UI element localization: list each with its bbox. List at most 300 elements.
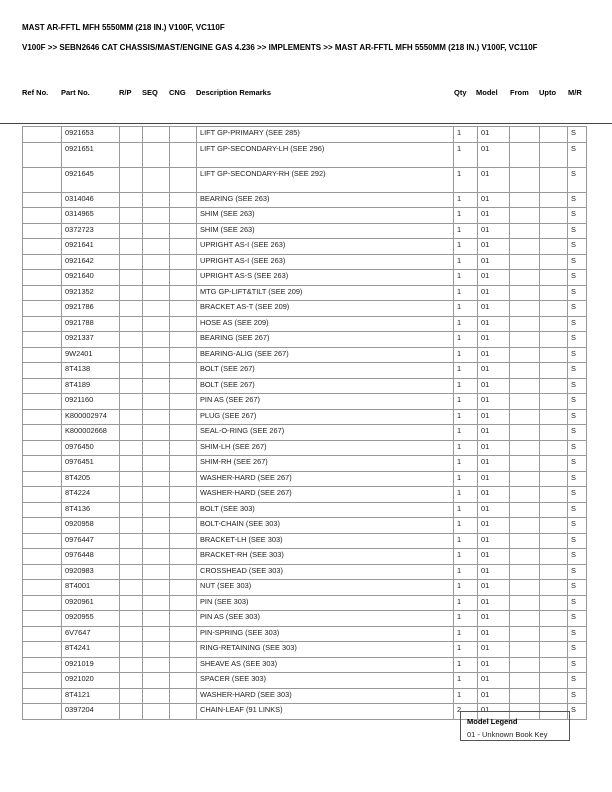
cell-rp	[120, 363, 143, 379]
cell-mr: S	[568, 626, 587, 642]
parts-table	[22, 126, 587, 720]
legend-title: Model Legend	[467, 717, 518, 726]
table-row	[23, 127, 587, 143]
cell-qty: 1	[454, 316, 478, 332]
cell-model: 01	[478, 332, 510, 348]
cell-upto	[540, 332, 568, 348]
cell-part: 0921020	[62, 673, 120, 689]
cell-upto	[540, 316, 568, 332]
cell-qty: 2	[454, 704, 478, 720]
cell-ref	[23, 502, 62, 518]
table-row	[23, 611, 587, 627]
cell-mr: S	[568, 208, 587, 224]
cell-seq	[143, 688, 170, 704]
table-row	[23, 347, 587, 363]
cell-rp	[120, 142, 143, 167]
cell-cng	[170, 440, 197, 456]
table-row	[23, 533, 587, 549]
cell-rp	[120, 657, 143, 673]
cell-part: 8T4189	[62, 378, 120, 394]
cell-cng	[170, 456, 197, 472]
cell-part: 8T4205	[62, 471, 120, 487]
table-row	[23, 363, 587, 379]
cell-part: 0921788	[62, 316, 120, 332]
cell-model: 01	[478, 626, 510, 642]
cell-cng	[170, 425, 197, 441]
cell-rp	[120, 564, 143, 580]
cell-part: 0920961	[62, 595, 120, 611]
cell-from	[510, 595, 540, 611]
cell-upto	[540, 673, 568, 689]
cell-from	[510, 347, 540, 363]
table-row	[23, 254, 587, 270]
table-row	[23, 673, 587, 689]
table-row	[23, 487, 587, 503]
cell-qty: 1	[454, 487, 478, 503]
cell-model: 01	[478, 440, 510, 456]
cell-desc: CROSSHEAD (SEE 303)	[197, 564, 454, 580]
cell-cng	[170, 673, 197, 689]
cell-qty: 1	[454, 456, 478, 472]
cell-rp	[120, 642, 143, 658]
table-row	[23, 409, 587, 425]
cell-seq	[143, 285, 170, 301]
cell-qty: 1	[454, 394, 478, 410]
cell-from	[510, 611, 540, 627]
cell-seq	[143, 192, 170, 208]
cell-qty: 1	[454, 642, 478, 658]
cell-from	[510, 626, 540, 642]
cell-upto	[540, 502, 568, 518]
cell-part: 0314046	[62, 192, 120, 208]
cell-desc: PIN (SEE 303)	[197, 595, 454, 611]
cell-upto	[540, 611, 568, 627]
cell-desc: PIN AS (SEE 303)	[197, 611, 454, 627]
table-row	[23, 626, 587, 642]
model-legend	[460, 711, 570, 741]
cell-ref	[23, 549, 62, 565]
cell-seq	[143, 595, 170, 611]
cell-cng	[170, 208, 197, 224]
cell-model: 01	[478, 456, 510, 472]
cell-rp	[120, 487, 143, 503]
cell-rp	[120, 378, 143, 394]
cell-mr: S	[568, 142, 587, 167]
table-row	[23, 657, 587, 673]
cell-from	[510, 192, 540, 208]
cell-qty: 1	[454, 518, 478, 534]
cell-desc: BRACKET-RH (SEE 303)	[197, 549, 454, 565]
table-row	[23, 502, 587, 518]
cell-seq	[143, 518, 170, 534]
cell-upto	[540, 595, 568, 611]
table-row	[23, 239, 587, 255]
cell-upto	[540, 254, 568, 270]
cell-qty: 1	[454, 208, 478, 224]
cell-cng	[170, 254, 197, 270]
cell-desc: BEARING (SEE 263)	[197, 192, 454, 208]
cell-from	[510, 363, 540, 379]
cell-ref	[23, 456, 62, 472]
cell-from	[510, 270, 540, 286]
table-row	[23, 549, 587, 565]
cell-seq	[143, 142, 170, 167]
table-header	[0, 88, 612, 124]
cell-ref	[23, 363, 62, 379]
cell-ref	[23, 223, 62, 239]
page-title: MAST AR-FFTL MFH 5550MM (218 IN.) V100F, VC110F	[22, 23, 225, 32]
cell-rp	[120, 223, 143, 239]
cell-qty: 1	[454, 502, 478, 518]
cell-upto	[540, 270, 568, 286]
cell-part: 0976451	[62, 456, 120, 472]
cell-ref	[23, 518, 62, 534]
cell-desc: SPACER (SEE 303)	[197, 673, 454, 689]
cell-upto	[540, 301, 568, 317]
cell-from	[510, 487, 540, 503]
cell-rp	[120, 270, 143, 286]
cell-from	[510, 673, 540, 689]
cell-from	[510, 316, 540, 332]
cell-seq	[143, 425, 170, 441]
cell-cng	[170, 363, 197, 379]
cell-qty: 1	[454, 285, 478, 301]
col-rp: R/P	[119, 88, 132, 97]
cell-part: 0920983	[62, 564, 120, 580]
table-row	[23, 142, 587, 167]
table-row	[23, 316, 587, 332]
cell-seq	[143, 626, 170, 642]
cell-from	[510, 301, 540, 317]
cell-upto	[540, 657, 568, 673]
cell-qty: 1	[454, 332, 478, 348]
cell-desc: SHIM-RH (SEE 267)	[197, 456, 454, 472]
cell-from	[510, 518, 540, 534]
table-row	[23, 192, 587, 208]
cell-from	[510, 564, 540, 580]
cell-from	[510, 239, 540, 255]
cell-model: 01	[478, 704, 510, 720]
cell-desc: BOLT (SEE 267)	[197, 378, 454, 394]
cell-seq	[143, 127, 170, 143]
cell-desc: BEARING (SEE 267)	[197, 332, 454, 348]
cell-seq	[143, 378, 170, 394]
table-row	[23, 456, 587, 472]
cell-rp	[120, 688, 143, 704]
col-ref: Ref No.	[22, 88, 49, 97]
cell-seq	[143, 301, 170, 317]
cell-cng	[170, 223, 197, 239]
cell-cng	[170, 192, 197, 208]
cell-cng	[170, 549, 197, 565]
cell-mr: S	[568, 254, 587, 270]
cell-ref	[23, 347, 62, 363]
cell-cng	[170, 626, 197, 642]
cell-rp	[120, 301, 143, 317]
legend-item: 01 - Unknown Book Key	[467, 730, 548, 739]
cell-cng	[170, 657, 197, 673]
cell-part: 8T4138	[62, 363, 120, 379]
cell-seq	[143, 487, 170, 503]
cell-model: 01	[478, 127, 510, 143]
cell-from	[510, 223, 540, 239]
cell-cng	[170, 347, 197, 363]
cell-model: 01	[478, 208, 510, 224]
cell-desc: PIN-SPRING (SEE 303)	[197, 626, 454, 642]
cell-mr: S	[568, 611, 587, 627]
cell-desc: SHIM (SEE 263)	[197, 223, 454, 239]
cell-model: 01	[478, 301, 510, 317]
cell-rp	[120, 533, 143, 549]
cell-rp	[120, 347, 143, 363]
cell-ref	[23, 673, 62, 689]
cell-part: 6V7647	[62, 626, 120, 642]
cell-qty: 1	[454, 270, 478, 286]
cell-ref	[23, 332, 62, 348]
cell-seq	[143, 239, 170, 255]
cell-cng	[170, 394, 197, 410]
cell-rp	[120, 456, 143, 472]
col-model: Model	[476, 88, 498, 97]
cell-ref	[23, 595, 62, 611]
cell-part: 0921352	[62, 285, 120, 301]
cell-part: 0976448	[62, 549, 120, 565]
cell-ref	[23, 580, 62, 596]
cell-rp	[120, 425, 143, 441]
cell-model: 01	[478, 642, 510, 658]
cell-seq	[143, 580, 170, 596]
cell-from	[510, 409, 540, 425]
cell-cng	[170, 471, 197, 487]
cell-mr: S	[568, 580, 587, 596]
table-row	[23, 167, 587, 192]
cell-mr: S	[568, 549, 587, 565]
cell-seq	[143, 409, 170, 425]
cell-upto	[540, 394, 568, 410]
cell-ref	[23, 440, 62, 456]
cell-seq	[143, 167, 170, 192]
cell-part: 8T4241	[62, 642, 120, 658]
cell-desc: WASHER-HARD (SEE 267)	[197, 487, 454, 503]
cell-qty: 1	[454, 626, 478, 642]
cell-part: 0920958	[62, 518, 120, 534]
cell-rp	[120, 518, 143, 534]
cell-seq	[143, 223, 170, 239]
cell-ref	[23, 270, 62, 286]
cell-seq	[143, 347, 170, 363]
cell-desc: MTG GP-LIFT&TILT (SEE 209)	[197, 285, 454, 301]
cell-mr: S	[568, 223, 587, 239]
cell-cng	[170, 611, 197, 627]
cell-ref	[23, 642, 62, 658]
cell-desc: UPRIGHT AS-S (SEE 263)	[197, 270, 454, 286]
cell-qty: 1	[454, 363, 478, 379]
cell-ref	[23, 208, 62, 224]
cell-ref	[23, 564, 62, 580]
cell-desc: BEARING-ALIG (SEE 267)	[197, 347, 454, 363]
cell-upto	[540, 518, 568, 534]
cell-mr: S	[568, 471, 587, 487]
cell-seq	[143, 502, 170, 518]
table-row	[23, 580, 587, 596]
cell-upto	[540, 456, 568, 472]
cell-qty: 1	[454, 595, 478, 611]
cell-ref	[23, 688, 62, 704]
cell-upto	[540, 142, 568, 167]
table-row	[23, 595, 587, 611]
cell-model: 01	[478, 142, 510, 167]
cell-desc: CHAIN-LEAF (91 LINKS)	[197, 704, 454, 720]
cell-upto	[540, 223, 568, 239]
cell-desc: PIN AS (SEE 267)	[197, 394, 454, 410]
cell-part: K800002668	[62, 425, 120, 441]
cell-model: 01	[478, 409, 510, 425]
cell-model: 01	[478, 657, 510, 673]
cell-cng	[170, 332, 197, 348]
cell-part: 0920955	[62, 611, 120, 627]
cell-mr: S	[568, 409, 587, 425]
cell-seq	[143, 471, 170, 487]
cell-mr: S	[568, 518, 587, 534]
cell-seq	[143, 254, 170, 270]
table-row	[23, 440, 587, 456]
cell-mr: S	[568, 502, 587, 518]
cell-upto	[540, 239, 568, 255]
cell-ref	[23, 378, 62, 394]
cell-model: 01	[478, 347, 510, 363]
cell-cng	[170, 142, 197, 167]
cell-rp	[120, 285, 143, 301]
cell-part: K800002974	[62, 409, 120, 425]
cell-desc: WASHER-HARD (SEE 267)	[197, 471, 454, 487]
cell-upto	[540, 487, 568, 503]
cell-mr: S	[568, 533, 587, 549]
cell-cng	[170, 239, 197, 255]
cell-mr: S	[568, 378, 587, 394]
cell-model: 01	[478, 564, 510, 580]
cell-mr: S	[568, 704, 587, 720]
cell-part: 0314965	[62, 208, 120, 224]
cell-upto	[540, 378, 568, 394]
table-row	[23, 688, 587, 704]
cell-part: 0921337	[62, 332, 120, 348]
cell-mr: S	[568, 595, 587, 611]
cell-rp	[120, 549, 143, 565]
cell-mr: S	[568, 239, 587, 255]
cell-upto	[540, 192, 568, 208]
cell-mr: S	[568, 657, 587, 673]
cell-mr: S	[568, 394, 587, 410]
cell-desc: LIFT GP-SECONDARY-RH (SEE 292)	[197, 167, 454, 192]
cell-cng	[170, 270, 197, 286]
cell-upto	[540, 626, 568, 642]
table-row	[23, 471, 587, 487]
cell-seq	[143, 270, 170, 286]
cell-desc: HOSE AS (SEE 209)	[197, 316, 454, 332]
cell-from	[510, 425, 540, 441]
table-row	[23, 332, 587, 348]
cell-rp	[120, 673, 143, 689]
breadcrumb: V100F >> SEBN2646 CAT CHASSIS/MAST/ENGINE GAS 4.236 >> IMPLEMENTS >> MAST AR-FFTL MFH 5550MM (218 IN.) V100F, VC110F	[22, 43, 538, 52]
table-row	[23, 223, 587, 239]
cell-from	[510, 394, 540, 410]
cell-cng	[170, 316, 197, 332]
cell-qty: 1	[454, 347, 478, 363]
cell-ref	[23, 301, 62, 317]
cell-desc: SEAL-O-RING (SEE 267)	[197, 425, 454, 441]
cell-desc: SHEAVE AS (SEE 303)	[197, 657, 454, 673]
col-cng: CNG	[169, 88, 186, 97]
cell-part: 0921160	[62, 394, 120, 410]
cell-from	[510, 254, 540, 270]
cell-upto	[540, 688, 568, 704]
cell-upto	[540, 642, 568, 658]
cell-qty: 1	[454, 440, 478, 456]
cell-from	[510, 285, 540, 301]
cell-from	[510, 533, 540, 549]
cell-mr: S	[568, 688, 587, 704]
cell-desc: BRACKET AS-T (SEE 209)	[197, 301, 454, 317]
cell-rp	[120, 316, 143, 332]
cell-rp	[120, 611, 143, 627]
cell-upto	[540, 127, 568, 143]
cell-from	[510, 208, 540, 224]
cell-desc: RING-RETAINING (SEE 303)	[197, 642, 454, 658]
cell-model: 01	[478, 270, 510, 286]
cell-ref	[23, 657, 62, 673]
cell-rp	[120, 502, 143, 518]
table-row	[23, 564, 587, 580]
cell-qty: 1	[454, 254, 478, 270]
table-row	[23, 301, 587, 317]
cell-desc: BOLT-CHAIN (SEE 303)	[197, 518, 454, 534]
cell-upto	[540, 533, 568, 549]
cell-rp	[120, 192, 143, 208]
cell-from	[510, 502, 540, 518]
cell-seq	[143, 611, 170, 627]
cell-mr: S	[568, 642, 587, 658]
cell-upto	[540, 425, 568, 441]
cell-mr: S	[568, 332, 587, 348]
cell-mr: S	[568, 487, 587, 503]
cell-rp	[120, 167, 143, 192]
cell-model: 01	[478, 192, 510, 208]
cell-cng	[170, 502, 197, 518]
cell-part: 0921645	[62, 167, 120, 192]
cell-ref	[23, 487, 62, 503]
cell-ref	[23, 285, 62, 301]
cell-upto	[540, 409, 568, 425]
cell-model: 01	[478, 394, 510, 410]
cell-ref	[23, 239, 62, 255]
cell-desc: NUT (SEE 303)	[197, 580, 454, 596]
cell-part: 0921640	[62, 270, 120, 286]
cell-upto	[540, 564, 568, 580]
cell-mr: S	[568, 440, 587, 456]
cell-mr: S	[568, 316, 587, 332]
cell-rp	[120, 626, 143, 642]
cell-mr: S	[568, 285, 587, 301]
cell-seq	[143, 564, 170, 580]
cell-seq	[143, 642, 170, 658]
cell-qty: 1	[454, 239, 478, 255]
table-row	[23, 270, 587, 286]
cell-desc: UPRIGHT AS-I (SEE 263)	[197, 254, 454, 270]
cell-mr: S	[568, 456, 587, 472]
table-row	[23, 518, 587, 534]
cell-from	[510, 167, 540, 192]
table-row	[23, 208, 587, 224]
